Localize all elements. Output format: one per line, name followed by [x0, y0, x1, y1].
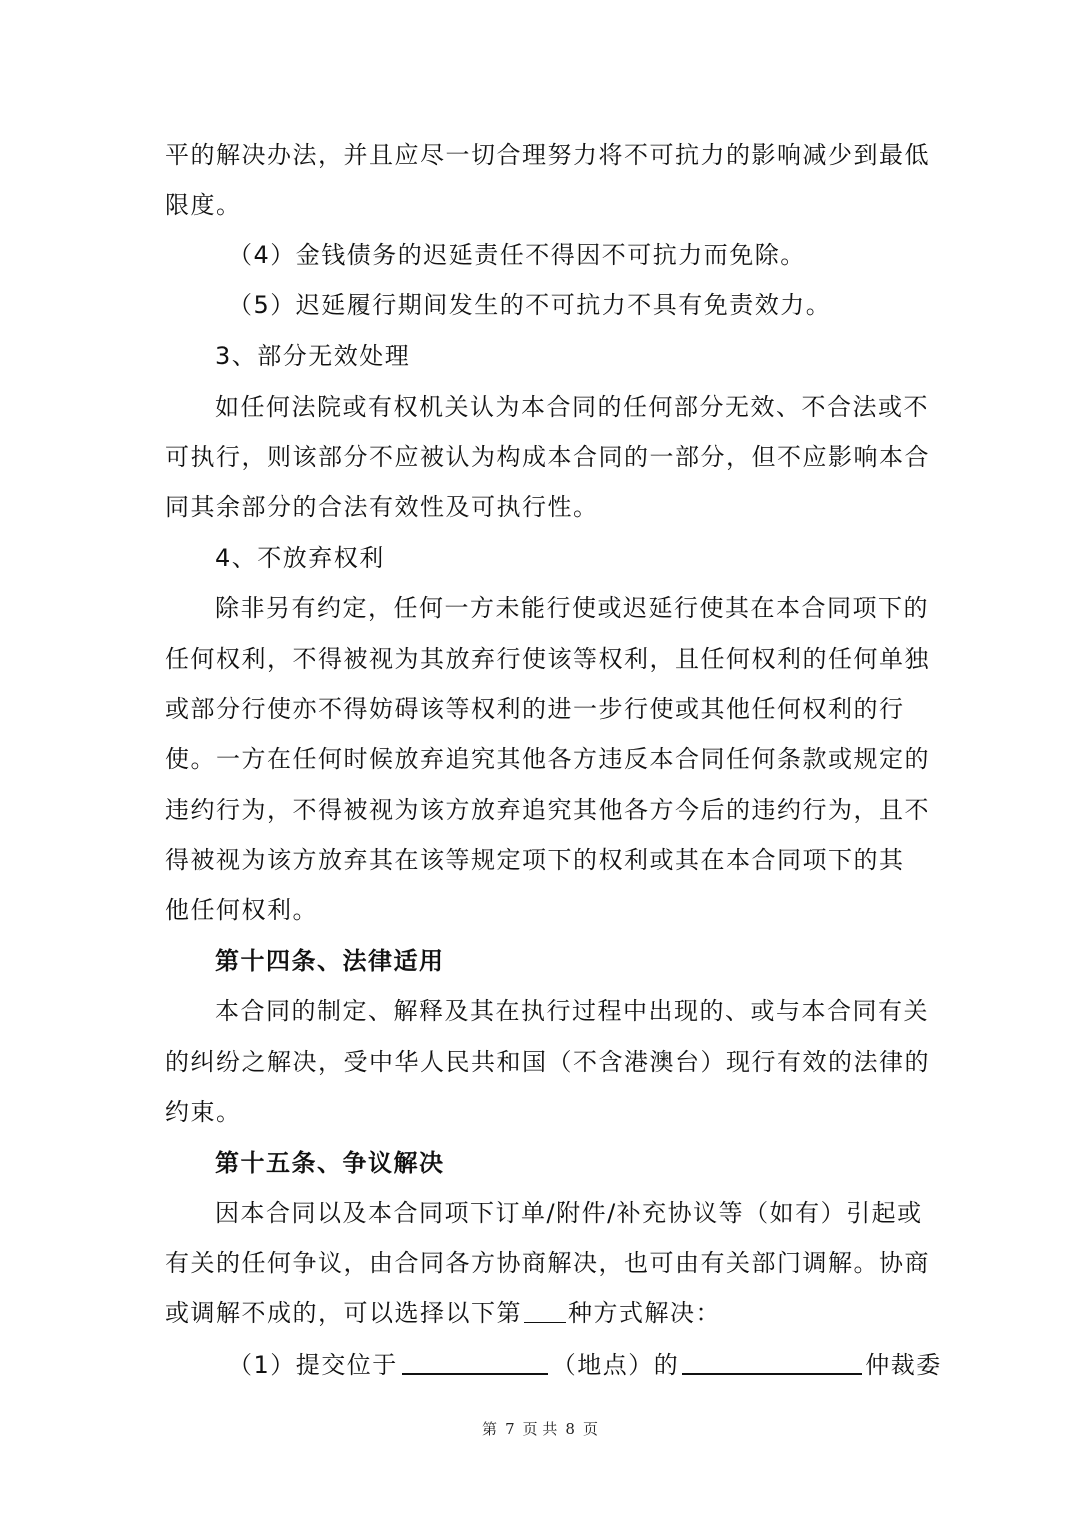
- paragraph-line: 违约行为，不得被视为该方放弃追究其他各方今后的违约行为，且不: [165, 796, 930, 824]
- arbitration-middle: （地点）的: [551, 1351, 680, 1379]
- dispute-choice-line: [165, 1298, 917, 1328]
- paragraph-line: 如任何法院或有权机关认为本合同的任何部分无效、不合法或不: [215, 393, 929, 421]
- paragraph-line: 除非另有约定，任何一方未能行使或迟延行使其在本合同项下的: [215, 594, 929, 622]
- paragraph-line: 约束。: [165, 1098, 242, 1126]
- location-blank: [402, 1349, 548, 1375]
- footer-prefix: 第: [482, 1420, 498, 1438]
- paragraph-line: 使。一方在任何时候放弃追究其他各方违反本合同任何条款或规定的: [165, 745, 930, 773]
- dispute-choice-text-end: 种方式解决：: [568, 1299, 721, 1327]
- article-14-heading: 第十四条、法律适用: [215, 947, 445, 975]
- section-heading-no-waiver: 4、不放弃权利: [215, 544, 385, 572]
- method-number-blank: [524, 1298, 566, 1323]
- paragraph-line: 他任何权利。: [165, 896, 318, 924]
- total-page-number: 8: [565, 1420, 575, 1438]
- paragraph-line: 有关的任何争议，由合同各方协商解决，也可由有关部门调解。协商: [165, 1249, 930, 1277]
- force-majeure-item-4: （4）金钱债务的迟延责任不得因不可抗力而免除。: [228, 241, 806, 269]
- article-15-heading: 第十五条、争议解决: [215, 1149, 445, 1177]
- arbitration-suffix: 仲裁委: [865, 1351, 942, 1379]
- arbitration-prefix: （1）提交位于: [228, 1351, 398, 1379]
- dispute-choice-text: 或调解不成的，可以选择以下第: [165, 1299, 522, 1327]
- paragraph-line: 限度。: [165, 191, 242, 219]
- paragraph-line: 本合同的制定、解释及其在执行过程中出现的、或与本合同有关: [215, 997, 929, 1025]
- page-footer: [0, 1418, 1080, 1439]
- paragraph-line: 或部分行使亦不得妨碍该等权利的进一步行使或其他任何权利的行: [165, 695, 905, 723]
- paragraph-line: 的纠纷之解决，受中华人民共和国（不含港澳台）现行有效的法律的: [165, 1048, 930, 1076]
- current-page-number: 7: [505, 1420, 515, 1438]
- force-majeure-item-5: （5）迟延履行期间发生的不可抗力不具有免责效力。: [228, 291, 832, 319]
- paragraph-line: 可执行，则该部分不应被认为构成本合同的一部分，但不应影响本合: [165, 443, 930, 471]
- paragraph-line: 任何权利，不得被视为其放弃行使该等权利，且任何权利的任何单独: [165, 645, 930, 673]
- commission-name-blank: [682, 1349, 862, 1375]
- paragraph-line: 平的解决办法，并且应尽一切合理努力将不可抗力的影响减少到最低: [165, 141, 930, 169]
- footer-mid: 页 共: [522, 1420, 558, 1438]
- section-heading-partial-invalidity: 3、部分无效处理: [215, 342, 411, 370]
- paragraph-line: 因本合同以及本合同项下订单/附件/补充协议等（如有）引起或: [215, 1199, 923, 1227]
- arbitration-line: [228, 1349, 942, 1379]
- footer-suffix: 页: [582, 1420, 598, 1438]
- paragraph-line: 同其余部分的合法有效性及可执行性。: [165, 493, 599, 521]
- paragraph-line: 得被视为该方放弃其在该等规定项下的权利或其在本合同项下的其: [165, 846, 905, 874]
